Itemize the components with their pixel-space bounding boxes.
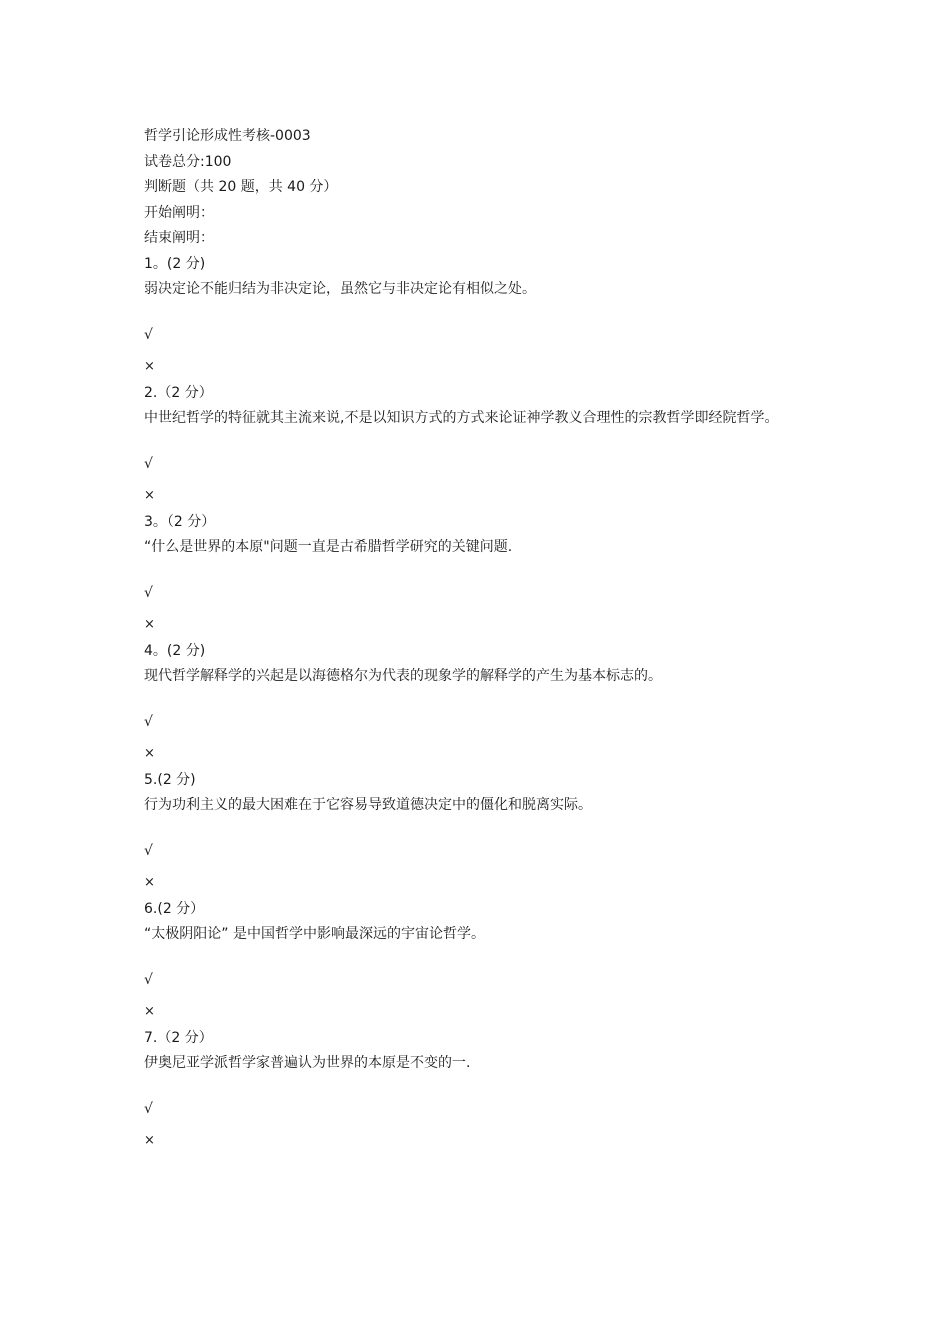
start-note: 开始阐明： [144,204,214,221]
true-option[interactable]: √ [144,584,153,601]
question-2 [144,381,824,506]
question-number: 3。（2 分） [144,513,216,530]
true-option[interactable]: √ [144,455,153,472]
question-number: 7.（2 分） [144,1029,213,1046]
false-option[interactable]: × [144,487,155,503]
false-option[interactable]: × [144,358,155,374]
question-5 [144,768,824,893]
question-text: 弱决定论不能归结为非决定论，虽然它与非决定论有相似之处。 [144,281,536,297]
question-text: “太极阴阳论” 是中国哲学中影响最深远的宇宙论哲学。 [144,926,485,942]
question-4 [144,639,824,764]
total-score: 试卷总分:100 [144,153,232,170]
question-text: “什么是世界的本原"问题一直是古希腊哲学研究的关键问题. [144,539,513,555]
question-text: 中世纪哲学的特征就其主流来说,不是以知识方式的方式来论证神学教义合理性的宗教哲学即经院哲学。 [144,410,779,426]
false-option[interactable]: × [144,745,155,761]
false-option[interactable]: × [144,616,155,632]
question-number: 1。(2 分) [144,255,206,272]
question-text: 现代哲学解释学的兴起是以海德格尔为代表的现象学的解释学的产生为基本标志的。 [144,668,662,684]
exam-title: 哲学引论形成性考核-0003 [144,128,311,144]
question-7 [144,1026,824,1151]
question-3 [144,510,824,635]
true-option[interactable]: √ [144,971,153,988]
end-note: 结束阐明： [144,230,214,246]
true-option[interactable]: √ [144,713,153,730]
false-option[interactable]: × [144,1003,155,1019]
true-option[interactable]: √ [144,842,153,859]
true-option[interactable]: √ [144,326,153,343]
question-text: 行为功利主义的最大困难在于它容易导致道德决定中的僵化和脱离实际。 [144,797,592,813]
section-heading: 判断题（共 20 题，共 40 分） [144,179,338,195]
question-number: 2.（2 分） [144,384,213,401]
question-1 [144,252,824,377]
true-option[interactable]: √ [144,1100,153,1117]
question-text: 伊奥尼亚学派哲学家普遍认为世界的本原是不变的一. [144,1055,471,1071]
question-6 [144,897,824,1022]
false-option[interactable]: × [144,1132,155,1148]
question-number: 6.(2 分） [144,900,205,917]
false-option[interactable]: × [144,874,155,890]
question-number: 4。(2 分) [144,642,206,659]
question-number: 5.(2 分) [144,771,196,788]
exam-document [144,124,824,1151]
